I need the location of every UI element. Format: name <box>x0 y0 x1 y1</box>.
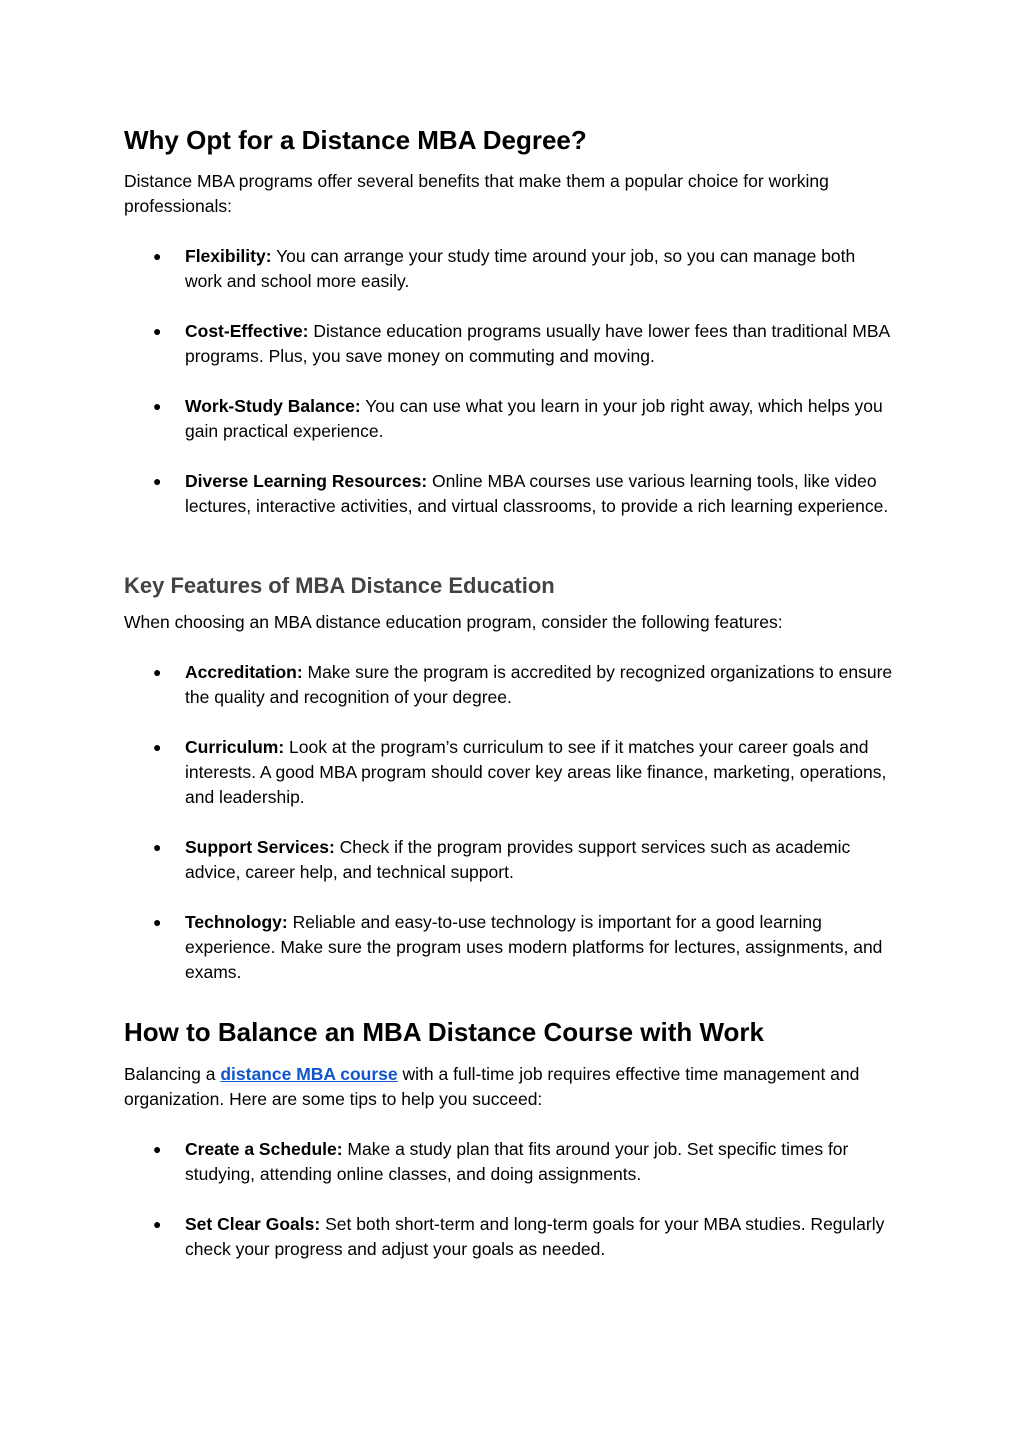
bullet-icon: ● <box>153 323 162 339</box>
list-item <box>124 1212 904 1262</box>
bullet-icon: ● <box>153 739 162 755</box>
section-intro-paragraph <box>124 1062 899 1112</box>
bullet-icon: ● <box>153 839 162 855</box>
section-intro-paragraph: Distance MBA programs offer several benefits that make them a popular choice for working professionals: <box>124 171 829 216</box>
list-item-text: Reliable and easy-to-use technology is important for a good learning experience. Make sure the program uses modern platforms for lectures, assignments, and exams. <box>185 912 883 982</box>
bullet-icon: ● <box>153 248 162 264</box>
bullet-icon: ● <box>153 1141 162 1157</box>
list-item <box>124 394 904 444</box>
list-item-text: Online MBA courses use various learning tools, like video lectures, interactive activities, and virtual classrooms, to provide a rich learning experience. <box>185 471 889 516</box>
list-item-label: Diverse Learning Resources: <box>185 471 428 491</box>
list-item-text: You can arrange your study time around your job, so you can manage both work and school more easily. <box>185 246 856 291</box>
list-item-label: Work-Study Balance: <box>185 396 361 416</box>
section-heading-key-features: Key Features of MBA Distance Education <box>124 573 555 598</box>
list-item-text: Look at the program’s curriculum to see if it matches your career goals and interests. A good MBA program should cover key areas like finance, marketing, operations, and leadership. <box>185 737 887 807</box>
list-item-label: Technology: <box>185 912 288 932</box>
bullet-icon: ● <box>153 914 162 930</box>
list-item-label: Curriculum: <box>185 737 285 757</box>
list-item <box>124 835 904 885</box>
list-item-text: Make a study plan that fits around your job. Set specific times for studying, attending online classes, and doing assignments. <box>185 1139 849 1184</box>
list-item <box>124 910 904 985</box>
list-item <box>124 1137 904 1187</box>
section-heading-balance-course-work: How to Balance an MBA Distance Course with Work <box>124 1017 764 1047</box>
list-item <box>124 469 904 519</box>
list-item-label: Support Services: <box>185 837 335 857</box>
list-item-text: Check if the program provides support services such as academic advice, career help, and technical support. <box>185 837 851 882</box>
list-item-label: Accreditation: <box>185 662 303 682</box>
intro-text: Balancing a <box>124 1064 221 1084</box>
bullet-icon: ● <box>153 473 162 489</box>
list-item <box>124 319 904 369</box>
list-item-text: You can use what you learn in your job right away, which helps you gain practical experience. <box>185 396 883 441</box>
list-item-label: Flexibility: <box>185 246 272 266</box>
list-item <box>124 660 904 710</box>
section-intro-paragraph: When choosing an MBA distance education program, consider the following features: <box>124 612 783 632</box>
bullet-icon: ● <box>153 398 162 414</box>
intro-text: with a full-time job requires effective time management and organization. Here are some tips to help you succeed: <box>124 1064 860 1109</box>
list-item-text: Set both short-term and long-term goals for your MBA studies. Regularly check your progress and adjust your goals as needed. <box>185 1214 885 1259</box>
list-item <box>124 735 904 810</box>
list-item-label: Create a Schedule: <box>185 1139 343 1159</box>
section-heading-why-distance-mba: Why Opt for a Distance MBA Degree? <box>124 125 587 155</box>
list-item-label: Cost-Effective: <box>185 321 309 341</box>
list-item-label: Set Clear Goals: <box>185 1214 321 1234</box>
list-item-text: Make sure the program is accredited by recognized organizations to ensure the quality and recognition of your degree. <box>185 662 893 707</box>
bullet-icon: ● <box>153 1216 162 1232</box>
list-item-text: Distance education programs usually have lower fees than traditional MBA programs. Plus, you save money on commuting and moving. <box>185 321 890 366</box>
list-item <box>124 244 904 294</box>
bullet-icon: ● <box>153 664 162 680</box>
distance-mba-course-link[interactable]: distance MBA course <box>220 1064 398 1084</box>
